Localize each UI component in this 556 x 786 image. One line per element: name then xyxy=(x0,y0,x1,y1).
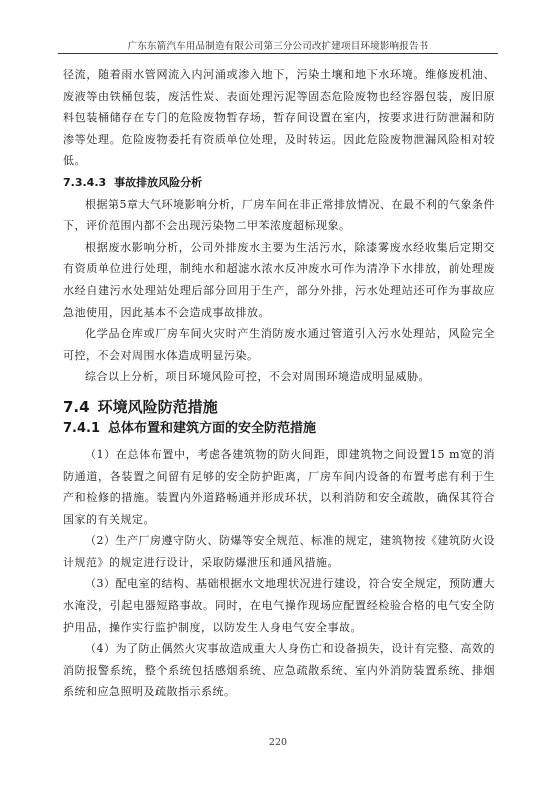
paragraph-fire-water: 化学品仓库或厂房车间火灾时产生消防废水通过管道引入污水处理站，风险完全可控，不会对周围水体造成明显污染。 xyxy=(63,327,495,362)
section-title: 总体布置和建筑方面的安全防范措施 xyxy=(108,420,317,436)
paragraph-conclusion: 综合以上分析，项目环境风险可控，不会对周围环境造成明显威胁。 xyxy=(85,370,430,384)
section-heading-7-4-1 xyxy=(63,418,495,440)
measure-item-3: （3）配电室的结构、基础根据水文地理状况进行建设，符合安全规定，预防遭大水淹没，引起电器短路事故。同时，在电气操作现场应配置经检验合格的电气安全防护用品，操作实行监护制度，以防发生人身电气安全事故。 xyxy=(63,577,495,634)
section-heading-7-4 xyxy=(63,396,495,418)
paragraph-air-impact: 根据第5章大气环境影响分析，厂房车间在非正常排放情况、在最不利的气象条件下，评价范围内都不会出现污染物二甲苯浓度超标现象。 xyxy=(63,197,495,233)
paragraph-wastewater-impact: 根据废水影响分析，公司外排废水主要为生活污水，除漆雾废水经收集后定期交有资质单位进行处理，制纯水和超滤水浓水反冲废水可作为清净下水排放，前处理废水经自建污水处理站处理后部分回用于生产，部分外排，污水处理站还可作为事故应急池使用，因此基本不会造成事故排放。 xyxy=(63,240,495,319)
section-number: 7.4 xyxy=(63,397,90,416)
section-title: 环境风险防范措施 xyxy=(97,397,218,416)
measure-item-2: （2）生产厂房遵守防火、防爆等安全规范、标准的规定，建筑物按《建筑防火设计规范》的规定进行设计，采取防爆泄压和通风措施。 xyxy=(63,534,495,569)
measure-item-1: （1）在总体布置中，考虑各建筑物的防火间距，即建筑物之间设置15 m宽的消防通道，各装置之间留有足够的安全防护距离，厂房车间内设备的布置考虑有利于生产和检修的措施。装置内外道路畅通并形成环状，以利消防和安全疏散，确保其符合国家的有关规定。 xyxy=(63,447,495,526)
section-heading-7-3-4-3 xyxy=(63,172,495,194)
section-title: 事故排放风险分析 xyxy=(114,175,203,189)
running-header: 广东东箭汽车用品制造有限公司第三分公司改扩建项目环境影响报告书 xyxy=(127,41,429,52)
page-content xyxy=(63,64,495,703)
section-number: 7.3.4.3 xyxy=(63,175,107,189)
measure-item-4: （4）为了防止偶然火灾事故造成重大人身伤亡和设备损失，设计有完整、高效的消防报警系统，整个系统包括感烟系统、应急疏散系统、室内外消防装置系统、排烟系统和应急照明及疏散指示系统。 xyxy=(63,642,495,699)
header-rule xyxy=(58,53,498,54)
paragraph-hazardous-waste: 径流，随着雨水管网流入内河涌或渗入地下，污染土壤和地下水环境。维修废机油、废液等由铁桶包装，废活性炭、表面处理污泥等固态危险废物也经容器包装，废旧原料包装桶储存在专门的危险废物暂存场，暂存间设置在室内，按要求进行防泄漏和防渗等处理。危险废物委托有资质单位处理，及时转运。因此危险废物泄漏风险相对较低。 xyxy=(63,68,495,168)
section-number: 7.4.1 xyxy=(63,420,101,436)
page-number: 220 xyxy=(268,737,288,748)
